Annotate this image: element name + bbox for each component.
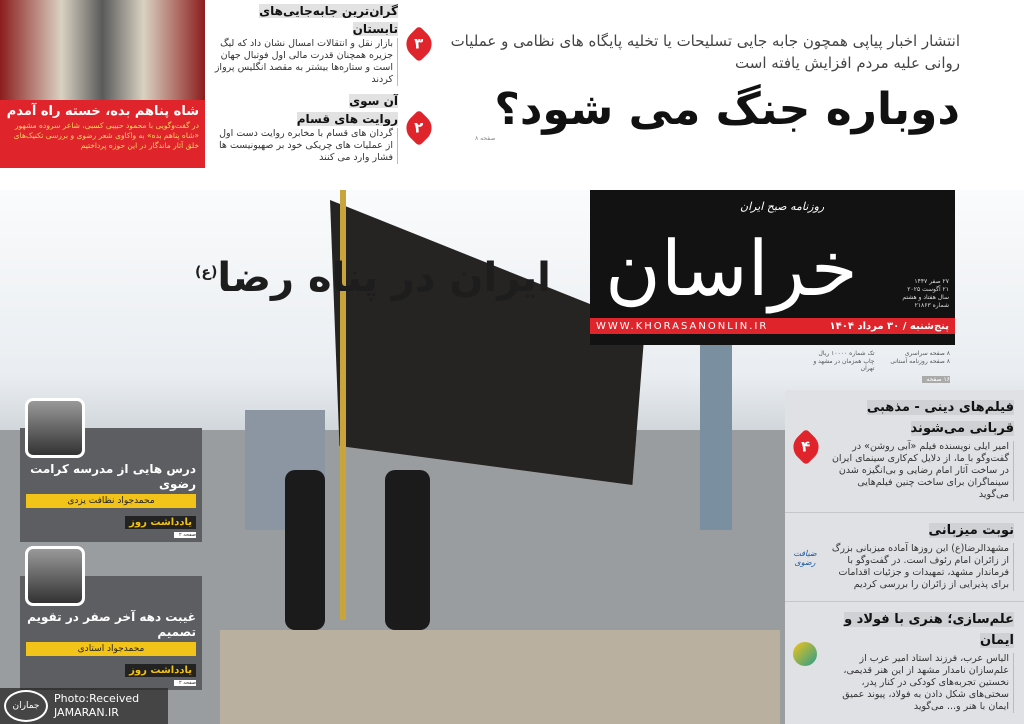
page-badge: ۴	[788, 429, 825, 466]
item-text: امیر ایلی نویسنده فیلم «آبی روشن» در گفت‌وگو با ما، از دلایل کم‌کاری سینمای ایران در ساخت آثار امام رضایی و بی‌انگیزه شدن سینماگران برای ساخت چنین فیلم‌هایی می‌گوید	[825, 441, 1014, 501]
page-ref: صفحه ۸	[475, 135, 496, 142]
teaser-title: گران‌ترین جابه‌جایی‌های	[259, 4, 398, 18]
right-item-alam[interactable]	[785, 602, 1024, 724]
note-tag: یادداشت روز	[125, 664, 196, 677]
website-link[interactable]: WWW.KHORASANONLIN.IR	[596, 320, 769, 332]
masthead	[590, 190, 955, 345]
photo-credit: Photo:Received	[54, 692, 140, 705]
teaser-3[interactable]	[212, 2, 432, 86]
promo-photo	[0, 0, 205, 100]
note-2[interactable]	[20, 546, 202, 690]
masthead-extras: ۸ صفحه سراسری تک شماره ۱۰۰۰۰ ریال ۸ صفحه روزنامه آستانی چاپ همزمان در مشهد و تهران ۱۶ صفحه	[813, 350, 950, 383]
note-title: غیبت دهه آخر صفر در تقویم تصمیم	[27, 610, 196, 639]
note-page: صفحه ۲	[174, 532, 196, 538]
lead-story[interactable]	[445, 30, 960, 142]
teaser-title-2: روایت های قسام	[296, 112, 398, 126]
gregorian-date: ۲۱ آگوست ۲۰۲۵	[907, 286, 949, 293]
lead-kicker: انتشار اخبار پیاپی همچون جابه جایی تسلیحات یا تخلیه پایگاه های نظامی و عملیات روانی علیه مردم افزایش یافته است	[450, 32, 960, 72]
promo-title: شاه پناهم بده، خسته راه آمدم	[6, 104, 199, 119]
teaser-2[interactable]	[212, 92, 432, 164]
item-title: نوبت میزبانی	[928, 522, 1014, 538]
lead-headline: دوباره جنگ می شود؟	[494, 84, 960, 135]
notes	[20, 398, 202, 690]
teaser-title: آن سوی	[349, 94, 398, 108]
top-promo[interactable]	[0, 0, 205, 168]
masthead-tagline: روزنامه صبح ایران	[740, 200, 825, 213]
item-title: فیلم‌های دینی - مذهبی قربانی می‌شوند	[866, 400, 1014, 436]
note-1[interactable]	[20, 398, 202, 542]
note-author: محمدجواد استادی	[26, 642, 196, 656]
note-tag: یادداشت روز	[125, 516, 196, 529]
note-title: درس هایی از مدرسه کرامت رضوی	[30, 462, 196, 491]
author-photo	[25, 546, 85, 606]
hijri-date: ۲۷ صفر ۱۴۴۷	[914, 278, 949, 285]
year: سال هفتاد و هشتم	[902, 294, 949, 301]
jamaran-logo: جماران	[4, 690, 48, 722]
right-panel	[785, 390, 1024, 724]
page-badge: ۲	[401, 110, 438, 147]
ziafat-razavi-logo: ضیافت رضوی	[793, 548, 817, 567]
promo-text: در گفت‌وگویی با محمود حبیبی کسبی، شاعر سروده مشهور «شاه پناهم بده» به واکاوی شعر رضوی و بررسی تکنیک‌های خلق آثار ماندگار در این حوزه پرداختیم	[13, 121, 199, 150]
note-page: صفحه ۲	[174, 680, 196, 686]
masthead-logo: خراسان	[605, 224, 858, 313]
watermark	[0, 688, 168, 724]
issue-number: شماره ۲۱۸۶۳	[914, 302, 949, 309]
item-title: علم‌سازی؛ هنری با فولاد و ایمان	[844, 612, 1014, 649]
item-text: الیاس عرب، فرزند استاد امیر عرب از علم‌سازان نامدار مشهد از این هنر قدیمی، نخستین تجربه‌های کودکی در کنار پدر، سختی‌های شکل دادن به فولاد، پیوند عمیق ایمان با هنر و... می‌گوید	[825, 653, 1014, 713]
masthead-date: پنج‌شنبه / ۳۰ مرداد ۱۴۰۴	[829, 320, 949, 332]
note-author: محمدجواد نظافت یزدی	[26, 494, 196, 508]
source-site: JAMARAN.IR	[54, 706, 119, 719]
teaser-text: بازار نقل و انتقالات امسال نشان داد که لیگ جزیره همچنان قدرت مالی اول فوتبال جهان است و ستاره‌ها بیشتر به مقصد انگلیس پرواز کردند	[212, 38, 398, 86]
teaser-title-2: تابستان	[352, 22, 398, 36]
pages-label: ۱۶ صفحه	[922, 376, 950, 383]
right-item-films[interactable]	[785, 390, 1024, 513]
photo-headline: ایران در پناه رضا$^{(ع)}$	[195, 255, 551, 301]
teaser-text: گردان های قسام با مخابره روایت دست اول از عملیات های چریکی خود بر صهیونیست ها فشار وارد می کنند	[212, 128, 398, 164]
author-photo	[25, 398, 85, 458]
item-text: مشهدالرضا(ع) این روزها آماده میزبانی بزرگ از زائران امام رئوف است. در گفت‌وگو با فرماندار مشهد، تمهیدات و جزئیات اقدامات برای پذیرایی از زائران را بررسی کردیم	[825, 543, 1014, 591]
teasers	[212, 2, 432, 164]
alam-logo-icon	[793, 642, 817, 666]
page-badge: ۳	[401, 26, 438, 63]
right-item-hosting[interactable]	[785, 513, 1024, 603]
